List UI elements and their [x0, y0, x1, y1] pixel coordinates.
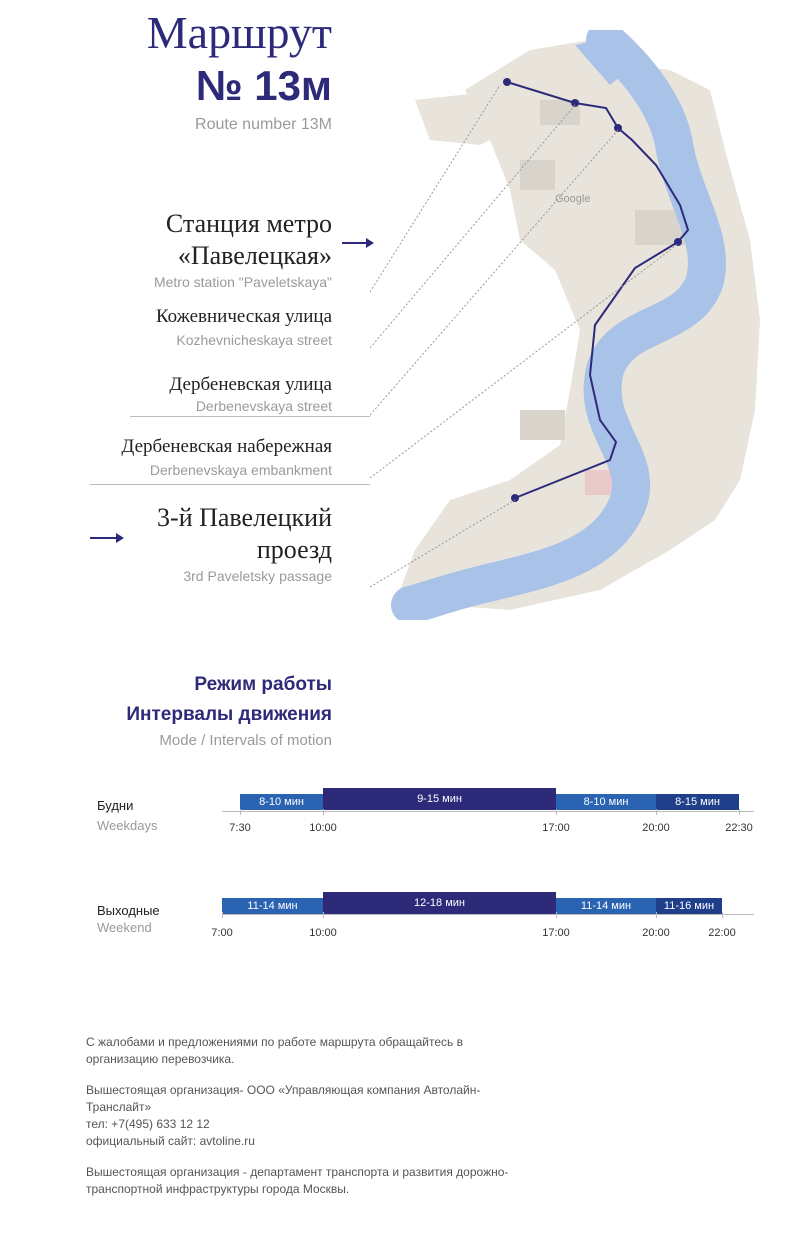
weekdays-tick — [556, 809, 557, 815]
weekdays-interval-4: 8-15 мин — [656, 794, 739, 810]
stop-5-en: 3rd Paveletsky passage — [183, 568, 332, 584]
map-google-label: Google — [555, 193, 591, 205]
weekend-tick — [556, 912, 557, 918]
weekend-tick — [323, 912, 324, 918]
weekend-interval-2: 12-18 мин — [323, 892, 556, 914]
weekdays-tick-label-1: 7:30 — [229, 822, 251, 834]
stop-marker — [571, 99, 579, 107]
weekend-interval-3: 11-14 мин — [556, 898, 656, 914]
weekend-label-en: Weekend — [97, 920, 152, 935]
stop-3-en: Derbenevskaya street — [195, 398, 332, 414]
stop-3-name: Дербеневская улица — [169, 374, 332, 395]
arrow-right-icon — [342, 236, 374, 254]
stop-1-line2: «Павелецкая» — [177, 241, 332, 270]
mode-subtitle: Mode / Intervals of motion — [159, 732, 332, 749]
weekend-tick-label-1: 7:00 — [211, 927, 233, 939]
divider — [90, 484, 370, 485]
map-block — [520, 410, 565, 440]
stop-1-name — [166, 208, 332, 272]
weekdays-interval-2: 9-15 мин — [323, 788, 556, 810]
stop-5-line2: проезд — [256, 535, 332, 564]
footer-department: Вышестоящая организация - департамент транспорта и развития дорожно-транспортной инфраструктуры города Москвы. — [86, 1165, 509, 1196]
route-title: Маршрут — [146, 7, 332, 58]
stop-marker — [511, 494, 519, 502]
stop-4-en: Derbenevskaya embankment — [149, 462, 332, 478]
weekdays-tick — [323, 809, 324, 815]
footer — [86, 1034, 526, 1212]
stop-5-line1: 3-й Павелецкий — [157, 503, 332, 532]
weekdays-label: Будни — [97, 798, 134, 813]
footer-operator — [86, 1082, 526, 1150]
route-number: № 13м — [195, 62, 332, 109]
weekdays-interval-3: 8-10 мин — [556, 794, 656, 810]
stop-4-name: Дербеневская набережная — [121, 436, 332, 457]
footer-complaints: С жалобами и предложениями по работе маршрута обращайтесь в организацию перевозчика. — [86, 1035, 463, 1066]
stop-2-en: Kozhevnicheskaya street — [176, 332, 332, 348]
weekend-label: Выходные — [97, 903, 160, 918]
map-land-top — [415, 90, 510, 145]
stop-marker — [503, 78, 511, 86]
weekdays-tick-label-4: 20:00 — [642, 822, 670, 834]
weekend-tick-label-5: 22:00 — [708, 927, 736, 939]
weekend-tick-label-3: 17:00 — [542, 927, 570, 939]
weekdays-tick — [739, 809, 740, 815]
weekdays-label-en: Weekdays — [97, 818, 158, 833]
weekend-interval-4: 11-16 мин — [656, 898, 722, 914]
weekend-tick — [222, 912, 223, 918]
weekend-interval-1: 11-14 мин — [222, 898, 323, 914]
weekend-baseline — [222, 914, 754, 915]
weekdays-baseline — [222, 811, 754, 812]
weekdays-tick — [240, 809, 241, 815]
weekend-tick-label-4: 20:00 — [642, 927, 670, 939]
footer-operator-name: Вышестоящая организация- ООО «Управляющая компания Автолайн-Транслайт» — [86, 1083, 481, 1114]
footer-phone: тел: +7(495) 633 12 12 — [86, 1117, 210, 1131]
weekdays-tick-label-2: 10:00 — [309, 822, 337, 834]
route-subtitle: Route number 13M — [195, 116, 332, 133]
weekdays-interval-1: 8-10 мин — [240, 794, 323, 810]
intervals-title: Интервалы движения — [126, 704, 332, 725]
stop-5-name — [157, 502, 332, 566]
weekend-tick-label-2: 10:00 — [309, 927, 337, 939]
stop-marker — [614, 124, 622, 132]
weekend-tick — [722, 912, 723, 918]
route-map — [370, 30, 770, 620]
mode-title: Режим работы — [194, 674, 332, 695]
stop-marker — [674, 238, 682, 246]
stop-1-en: Metro station "Paveletskaya" — [153, 274, 332, 290]
weekdays-tick — [656, 809, 657, 815]
arrow-right-icon — [90, 531, 124, 549]
weekdays-tick-label-3: 17:00 — [542, 822, 570, 834]
weekend-tick — [656, 912, 657, 918]
divider — [130, 416, 370, 417]
stop-1-line1: Станция метро — [165, 209, 332, 238]
stop-2-name: Кожевническая улица — [155, 306, 332, 327]
footer-website: официальный сайт: avtoline.ru — [86, 1134, 255, 1148]
weekdays-tick-label-5: 22:30 — [725, 822, 753, 834]
